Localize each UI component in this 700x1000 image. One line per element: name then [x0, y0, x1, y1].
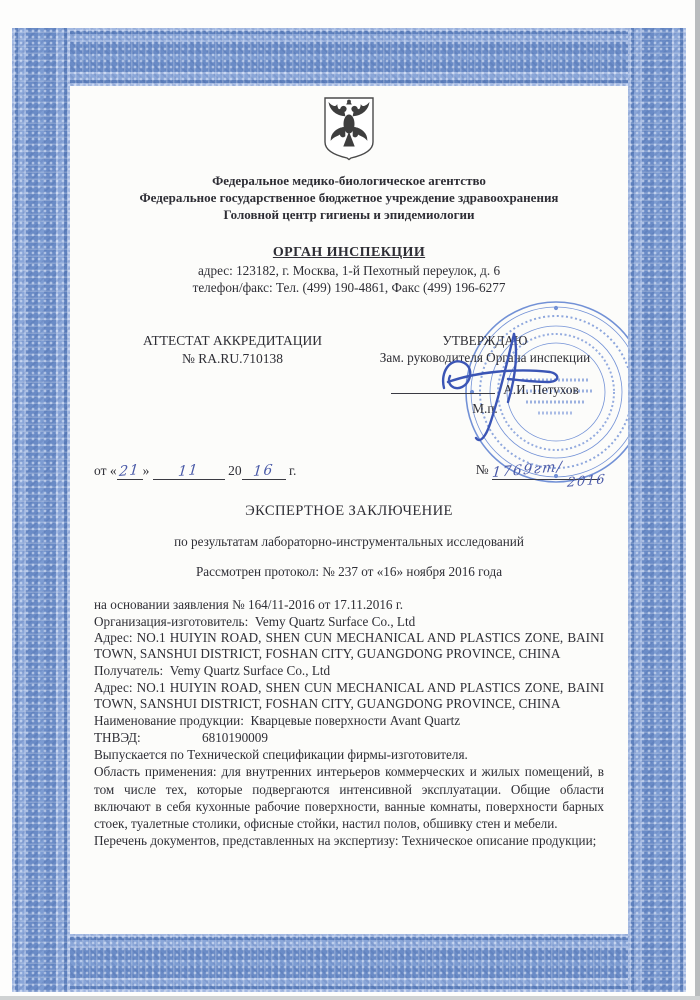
- manufacturer-label: Организация-изготовитель:: [94, 613, 249, 629]
- handwritten-year: 16: [252, 462, 275, 481]
- recipient-label: Получатель:: [94, 663, 164, 679]
- document-subtitle: по результатам лабораторно-инструментальных исследований: [174, 534, 524, 550]
- approval-title: УТВЕРЖДАЮ: [442, 333, 528, 349]
- inspection-title: ОРГАН ИНСПЕКЦИИ: [272, 245, 426, 261]
- recipient-name: Vemy Quartz Surface Co., Ltd: [169, 663, 331, 679]
- number-label: №: [475, 462, 489, 478]
- spec-line: Выпускается по Технической спецификации фирмы-изготовителя.: [94, 747, 468, 763]
- accreditation-title: АТТЕСТАТ АККРЕДИТАЦИИ: [142, 333, 323, 349]
- document-page: [70, 86, 628, 934]
- number-block: [475, 459, 607, 492]
- agency-line-2: Федеральное государственное бюджетное учреждение здравоохранения: [139, 190, 559, 206]
- documents-line: Перечень документов, представленных на экспертизу: Техническое описание продукции;: [94, 833, 597, 848]
- product-name: Кварцевые поверхности Avant Quartz: [250, 712, 461, 728]
- scan-edge-shadow-bottom: [0, 996, 700, 1000]
- recipient-line: [94, 662, 604, 679]
- approval-role: Зам. руководителя Органа инспекции: [379, 350, 591, 366]
- basis-line: на основании заявления № 164/11-2016 от 17.11.2016 г.: [94, 596, 404, 612]
- handwritten-number-year: 2016: [566, 472, 607, 492]
- border-top: [12, 28, 686, 86]
- accreditation-block: [120, 332, 345, 368]
- date-prefix: от «: [94, 463, 117, 479]
- agency-line-1: Федеральное медико-биологическое агентство: [212, 173, 486, 189]
- handwritten-number: 1769гт/: [491, 459, 564, 482]
- tnved-value: 6810190009: [202, 730, 268, 746]
- scope-paragraph: Область применения: для внутренних интерьеров коммерческих и жилых помещений, в том числе тех, которые подвергаются интенсивной эксплуатации. Общие области включают в себя кухонные рабочие поверхности, ванные комнаты, поверхности барных стоек, туалетные столики, офисные стойки, настил полов, обшивку стен и мебели.: [94, 764, 604, 831]
- seal-mark: М.п.: [472, 401, 498, 417]
- date-century: 20: [228, 463, 242, 479]
- handwritten-month: 11: [177, 462, 200, 481]
- date-month-slot: [153, 464, 225, 480]
- product-line: [94, 712, 604, 729]
- document-title: ЭКСПЕРТНОЕ ЗАКЛЮЧЕНИЕ: [245, 503, 453, 520]
- scan-edge-shadow: [695, 0, 700, 1000]
- inspection-address: адрес: 123182, г. Москва, 1-й Пехотный переулок, д. 6: [197, 263, 501, 279]
- date-block: [94, 462, 296, 480]
- date-year-slot: [242, 464, 286, 480]
- recipient-address: Адрес: NO.1 HUIYIN ROAD, SHEN CUN MECHANICAL AND PLASTICS ZONE, BAINI TOWN, SANSHUI DISTRICT, FOSHAN CITY, GUANGDONG PROVINCE, CHINA: [94, 679, 604, 711]
- emblem-wrap: [94, 96, 604, 166]
- border-right: [628, 28, 686, 992]
- agency-header: [94, 172, 604, 223]
- product-label: Наименование продукции:: [94, 712, 244, 728]
- manufacturer-line: [94, 613, 604, 630]
- russia-coat-of-arms-icon: [321, 96, 377, 162]
- protocol-line: Рассмотрен протокол: № 237 от «16» ноября 2016 года: [195, 564, 503, 580]
- handwritten-signature-icon: [438, 324, 568, 454]
- handwritten-day: 21: [118, 462, 141, 481]
- tnved-label: ТНВЭД:: [94, 730, 141, 746]
- approver-name: А.И. Петухов: [503, 382, 579, 398]
- date-close-quote: »: [142, 463, 150, 479]
- inspection-phone: телефон/факс: Тел. (499) 190-4861, Факс (499) 196-6277: [192, 280, 506, 296]
- inspection-block: [94, 244, 604, 296]
- agency-line-3: Головной центр гигиены и эпидемиологии: [223, 207, 475, 223]
- guilloche-border-frame: [12, 28, 686, 992]
- manufacturer-address: Адрес: NO.1 HUIYIN ROAD, SHEN CUN MECHANICAL AND PLASTICS ZONE, BAINI TOWN, SANSHUI DISTRICT, FOSHAN CITY, GUANGDONG PROVINCE, CHINA: [94, 629, 604, 662]
- border-left: [12, 28, 70, 992]
- border-bottom: [12, 934, 686, 992]
- tnved-line: [94, 729, 604, 746]
- document-content: [70, 86, 628, 934]
- date-day-slot: [117, 464, 143, 480]
- date-number-row: [94, 459, 607, 492]
- accreditation-number: № RA.RU.710138: [181, 351, 283, 367]
- manufacturer-name: Vemy Quartz Surface Co., Ltd: [254, 613, 416, 629]
- date-suffix: г.: [288, 463, 297, 479]
